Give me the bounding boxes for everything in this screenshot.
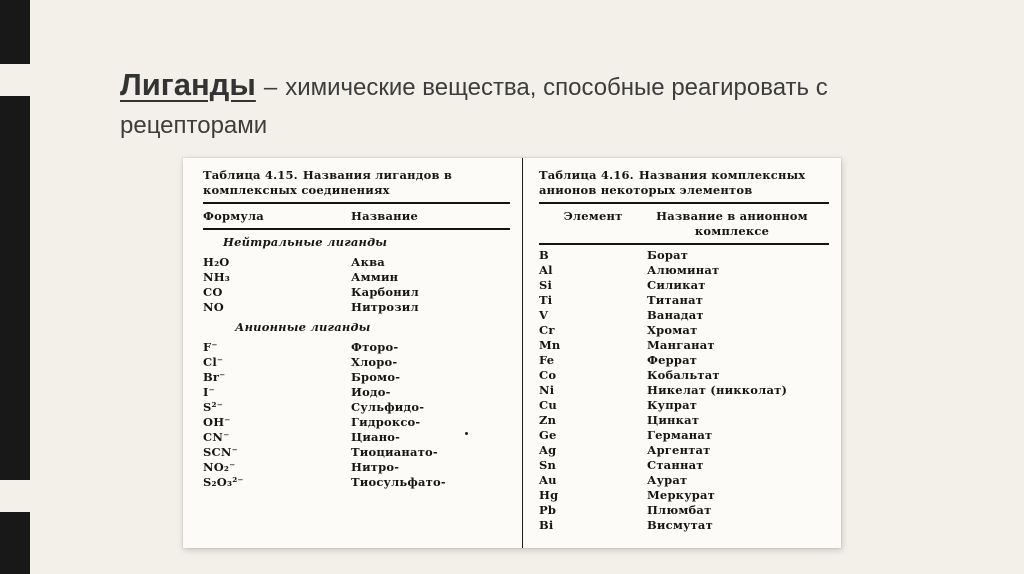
formula-cell: S₂O₃²⁻ bbox=[203, 475, 244, 489]
table-row bbox=[203, 285, 510, 300]
name-cell: Борат bbox=[647, 248, 689, 262]
table2-caption bbox=[539, 168, 829, 198]
horizontal-rule bbox=[203, 228, 510, 230]
table-row bbox=[539, 413, 829, 428]
name-cell: Аурат bbox=[647, 473, 688, 487]
table2-col-name: Название в анионном комплексе bbox=[656, 209, 808, 238]
textbook-scan-image bbox=[183, 158, 841, 548]
table1-caption bbox=[203, 168, 510, 198]
element-cell: Zn bbox=[539, 413, 557, 427]
formula-cell: S²⁻ bbox=[203, 400, 224, 414]
table-row bbox=[539, 428, 829, 443]
table-row bbox=[539, 308, 829, 323]
table1-col-formula: Формула bbox=[203, 209, 264, 223]
table-row bbox=[203, 415, 510, 430]
table1-caption-label: Таблица 4.15. bbox=[203, 168, 298, 182]
table-row bbox=[203, 385, 510, 400]
table2-col-element: Элемент bbox=[563, 209, 623, 223]
name-cell: Тиоцианато- bbox=[351, 445, 438, 459]
table2-column-headers bbox=[539, 209, 829, 239]
name-cell: Хромат bbox=[647, 323, 698, 337]
table-row bbox=[539, 458, 829, 473]
table-row bbox=[539, 383, 829, 398]
name-cell: Никелат (никколат) bbox=[647, 383, 788, 397]
name-cell: Кобальтат bbox=[647, 368, 720, 382]
table2-caption-label: Таблица 4.16. bbox=[539, 168, 634, 182]
name-cell: Плюмбат bbox=[647, 503, 712, 517]
table-row bbox=[203, 445, 510, 460]
table-row bbox=[203, 460, 510, 475]
table1-caption-text: Названия лигандов в комплексных соединениях bbox=[203, 168, 453, 197]
name-cell: Титанат bbox=[647, 293, 704, 307]
element-cell: Ag bbox=[539, 443, 557, 457]
table-row bbox=[539, 443, 829, 458]
table-row bbox=[203, 355, 510, 370]
element-cell: Mn bbox=[539, 338, 561, 352]
table-row bbox=[539, 323, 829, 338]
section-anionic-ligands: Анионные лиганды bbox=[235, 320, 371, 334]
table-row bbox=[539, 278, 829, 293]
table-row bbox=[539, 353, 829, 368]
name-cell: Нитрозил bbox=[351, 300, 419, 314]
complex-anion-rows bbox=[539, 248, 829, 533]
name-cell: Иодо- bbox=[351, 385, 391, 399]
table-row bbox=[539, 338, 829, 353]
element-cell: Sn bbox=[539, 458, 557, 472]
table-row bbox=[203, 340, 510, 355]
table-row bbox=[539, 248, 829, 263]
horizontal-rule bbox=[539, 202, 829, 204]
table-row bbox=[203, 255, 510, 270]
horizontal-rule bbox=[539, 243, 829, 245]
element-cell: Cu bbox=[539, 398, 557, 412]
name-cell: Фторо- bbox=[351, 340, 399, 354]
element-cell: Co bbox=[539, 368, 557, 382]
name-cell: Цинкат bbox=[647, 413, 700, 427]
formula-cell: Cl⁻ bbox=[203, 355, 224, 369]
element-cell: Ge bbox=[539, 428, 557, 442]
table-row bbox=[203, 400, 510, 415]
table-row bbox=[203, 370, 510, 385]
element-cell: Si bbox=[539, 278, 553, 292]
name-cell: Бромо- bbox=[351, 370, 401, 384]
table-row bbox=[539, 503, 829, 518]
name-cell: Циано- bbox=[351, 430, 401, 444]
element-cell: Hg bbox=[539, 488, 559, 502]
neutral-ligand-rows bbox=[203, 255, 510, 315]
name-cell: Висмутат bbox=[647, 518, 713, 532]
name-cell: Аква bbox=[351, 255, 385, 269]
element-cell: Bi bbox=[539, 518, 554, 532]
left-accent-bar-bottom bbox=[0, 512, 30, 574]
table1-col-name: Название bbox=[351, 209, 418, 223]
name-cell: Карбонил bbox=[351, 285, 419, 299]
formula-cell: F⁻ bbox=[203, 340, 218, 354]
name-cell: Германат bbox=[647, 428, 713, 442]
left-accent-bar-middle bbox=[0, 96, 30, 480]
name-cell: Силикат bbox=[647, 278, 706, 292]
formula-cell: H₂O bbox=[203, 255, 230, 269]
slide-title bbox=[120, 66, 925, 145]
section-neutral-ligands: Нейтральные лиганды bbox=[223, 235, 388, 249]
name-cell: Алюминат bbox=[647, 263, 720, 277]
element-cell: Pb bbox=[539, 503, 557, 517]
table-row bbox=[539, 293, 829, 308]
table-row bbox=[203, 300, 510, 315]
element-cell: Ti bbox=[539, 293, 553, 307]
table-row bbox=[203, 430, 510, 445]
scan-speck-artifact bbox=[465, 432, 468, 435]
table-row bbox=[539, 473, 829, 488]
name-cell: Сульфидо- bbox=[351, 400, 425, 414]
name-cell: Аргентат bbox=[647, 443, 711, 457]
formula-cell: CO bbox=[203, 285, 223, 299]
name-cell: Тиосульфато- bbox=[351, 475, 446, 489]
name-cell: Аммин bbox=[351, 270, 399, 284]
table-row bbox=[539, 398, 829, 413]
name-cell: Феррат bbox=[647, 353, 698, 367]
anionic-ligand-rows bbox=[203, 340, 510, 490]
element-cell: Fe bbox=[539, 353, 555, 367]
title-separator: – bbox=[263, 74, 278, 101]
table-ligand-names bbox=[183, 158, 523, 548]
name-cell: Нитро- bbox=[351, 460, 400, 474]
element-cell: B bbox=[539, 248, 549, 262]
table-row bbox=[203, 475, 510, 490]
title-description: химические вещества, способные реагировать с рецепторами bbox=[120, 74, 828, 139]
name-cell: Станнат bbox=[647, 458, 704, 472]
horizontal-rule bbox=[203, 202, 510, 204]
element-cell: Au bbox=[539, 473, 557, 487]
table1-column-headers bbox=[203, 209, 510, 224]
table-complex-anions bbox=[523, 158, 841, 548]
name-cell: Меркурат bbox=[647, 488, 715, 502]
formula-cell: Br⁻ bbox=[203, 370, 226, 384]
element-cell: Al bbox=[539, 263, 553, 277]
table-row bbox=[539, 518, 829, 533]
left-accent-bar-top bbox=[0, 0, 30, 64]
element-cell: Cr bbox=[539, 323, 555, 337]
name-cell: Купрат bbox=[647, 398, 698, 412]
name-cell: Гидроксо- bbox=[351, 415, 421, 429]
name-cell: Манганат bbox=[647, 338, 715, 352]
table-row bbox=[539, 368, 829, 383]
formula-cell: NH₃ bbox=[203, 270, 231, 284]
table2-caption-text: Названия комплексных анионов некоторых элементов bbox=[539, 168, 806, 197]
name-cell: Ванадат bbox=[647, 308, 704, 322]
formula-cell: NO bbox=[203, 300, 224, 314]
formula-cell: OH⁻ bbox=[203, 415, 231, 429]
formula-cell: I⁻ bbox=[203, 385, 215, 399]
formula-cell: NO₂⁻ bbox=[203, 460, 236, 474]
title-term: Лиганды bbox=[120, 67, 256, 102]
formula-cell: SCN⁻ bbox=[203, 445, 238, 459]
element-cell: V bbox=[539, 308, 549, 322]
element-cell: Ni bbox=[539, 383, 555, 397]
table-row bbox=[203, 270, 510, 285]
name-cell: Хлоро- bbox=[351, 355, 398, 369]
table-row bbox=[539, 488, 829, 503]
formula-cell: CN⁻ bbox=[203, 430, 230, 444]
table-row bbox=[539, 263, 829, 278]
